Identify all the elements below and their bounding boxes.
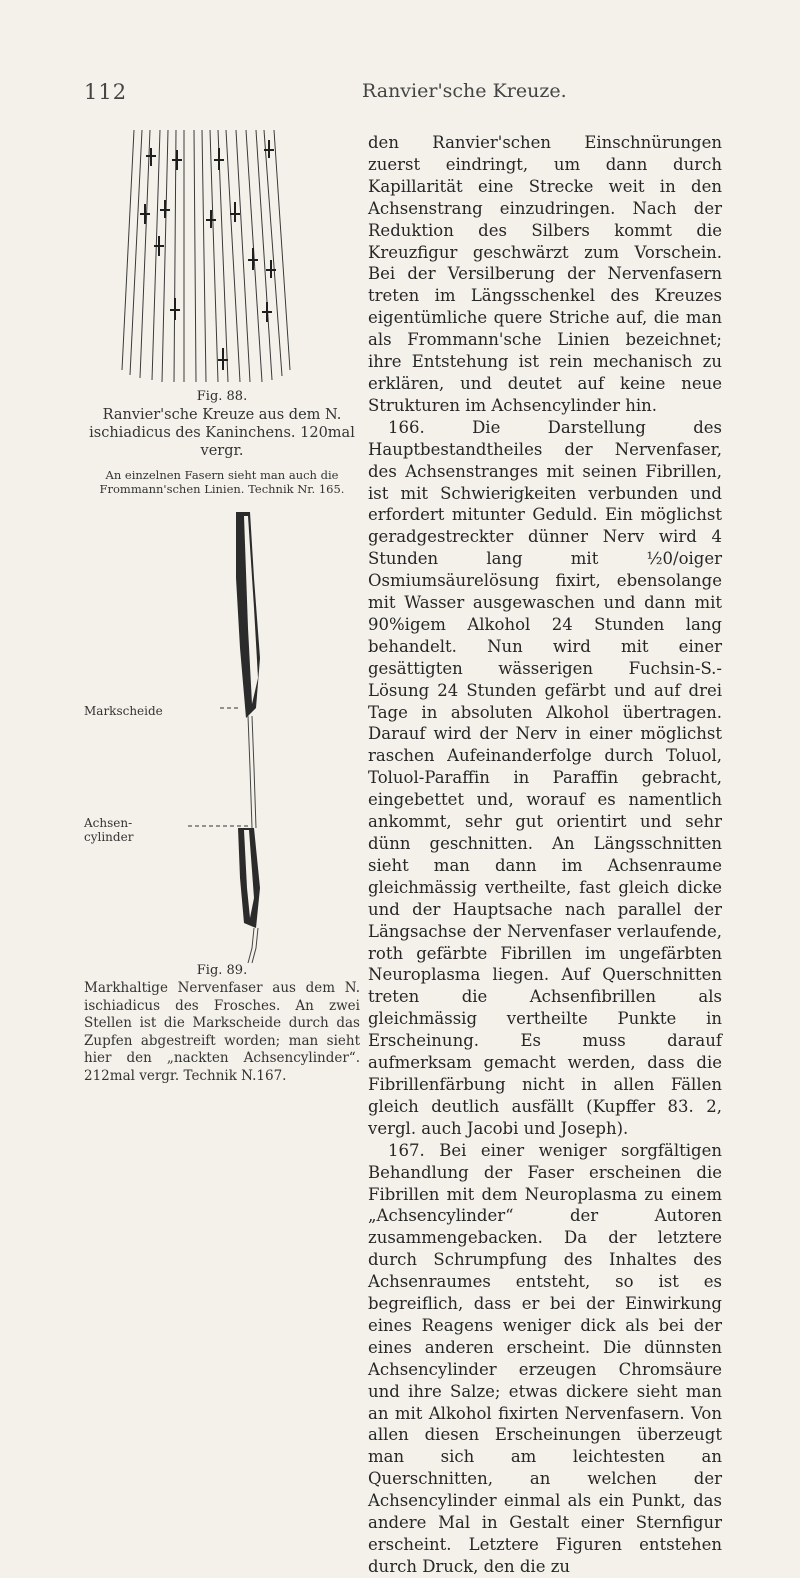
fig89-figure — [84, 508, 360, 963]
label-achsencylinder: Achsen- cylinder — [84, 816, 134, 844]
fig88-illustration — [114, 130, 299, 385]
running-head: Ranvier'sche Kreuze. — [362, 80, 567, 102]
paragraph-1: den Ranvier'schen Einschnürungen zuerst eindringt, um dann durch Kapillarität eine Strecke weit in den Achsenstrang einzudringen. Nach der Reduktion des Silbers kommt die Kreuzfigur geschwärzt zum Vorschein. Bei der Versilberung der Nervenfasern treten im Längsschenkel des Kreuzes eigentümliche quere Striche auf, die man als Frommann'sche Linien bezeichnet; ihre Entstehung ist rein mechanisch zu erklären, und deutet auf keine neue Strukturen im Achsencylinder hin. — [368, 133, 722, 415]
fig88-label: Fig. 88. — [196, 389, 248, 404]
paragraph-166: 166. Die Darstellung des Hauptbestandtheiles der Nervenfaser, des Achsenstranges mit seinen Fibrillen, ist mit Schwierigkeiten verbunden und erfordert mitunter Geduld. Ein möglichst geradgestreckter dünner Nerv wird 4 Stunden lang mit ½0/oiger Osmiumsäurelösung fixirt, ebensolange mit Wasser ausgewaschen und dann mit 90%igem Alkohol 24 Stunden lang behandelt. Nun wird mit einer gesättigten wässerigen Fuchsin-S.-Lösung 24 Stunden gefärbt und auf drei Tage in absoluten Alkohol übertragen. Darauf wird der Nerv in einer möglichst raschen Aufeinanderfolge durch Toluol, Toluol-Paraffin in Paraffin gebracht, eingebettet und, worauf es namentlich ankommt, sehr gut orientirt und sehr dünn geschnitten. An Längsschnitten sieht man dann im Achsenraume gleichmässig vertheilte, fast gleich dicke und der Hauptsache nach parallel der Längsachse der Nervenfaser verlaufende, roth gefärbte Fibrillen im ungefärbten Neuroplasma liegen. Auf Querschnitten treten die Achsenfibrillen als gleichmässig vertheilte Punkte in Erscheinung. Es muss darauf aufmerksam gemacht werden, dass die Fibrillenfärbung nicht in allen Fällen gleich deutlich ausfällt (Kupffer 83. 2, vergl. auch Jacobi und Joseph). — [368, 417, 722, 1138]
fig88-note: An einzelnen Fasern sieht man auch die Frommann'schen Linien. Technik Nr. 165. — [99, 468, 345, 496]
fig88-caption: Ranvier'sche Kreuze aus dem N. ischiadicus des Kaninchens. 120mal vergr. — [89, 407, 355, 459]
figure-column — [84, 130, 360, 1085]
page-header — [0, 80, 800, 110]
paragraph-167: 167. Bei einer weniger sorgfältigen Behandlung der Faser erscheinen die Fibrillen mit dem Neuroplasma zu einem „Achsencylinder“ der Autoren zusammengebacken. Da der letztere durch Schrumpfung des Inhaltes des Achsenraumes entsteht, so ist es begreiflich, dass er bei der Einwirkung eines Reagens weniger dick als bei der eines anderen erscheint. Die dünnsten Achsencylinder erzeugen Chromsäure und ihre Salze; etwas dickere sieht man an mit Alkohol fixirten Nervenfasern. Von allen diesen Erscheinungen überzeugt man sich am leichtesten an Querschnitten, an welchen der Achsencylinder einmal als ein Punkt, das andere Mal in Gestalt einer Sternfigur erscheint. Letztere Figuren entstehen durch Druck, den die zu — [368, 1140, 722, 1576]
label-markscheide: Markscheide — [84, 704, 163, 718]
fig89-caption: Markhaltige Nervenfaser aus dem N. ischiadicus des Frosches. An zwei Stellen ist die Markscheide durch das Zupfen abgestreift worden; man sieht hier den „nackten Achsencylinder“. 212mal vergr. Technik N.167. — [84, 980, 360, 1084]
body-text — [368, 132, 722, 1578]
page-number: 112 — [84, 80, 128, 104]
fig89-illustration — [84, 508, 360, 963]
fig89-label: Fig. 89. — [196, 963, 248, 978]
